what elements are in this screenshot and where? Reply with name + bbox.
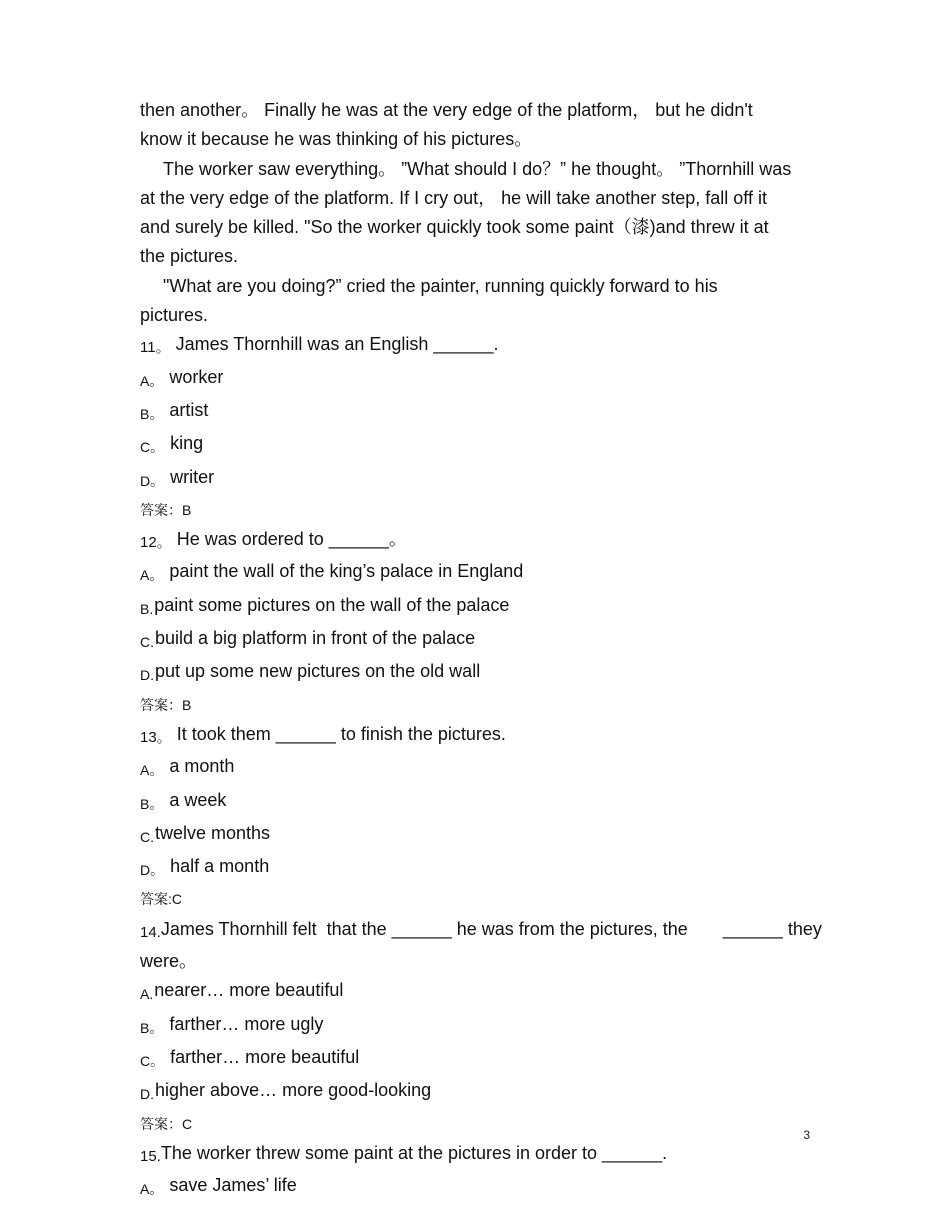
question-stem xyxy=(140,525,812,557)
option-letter: B。 xyxy=(140,405,164,422)
option-b xyxy=(140,591,812,624)
option-text: paint the wall of the king’s palace in England xyxy=(169,561,524,582)
question-12 xyxy=(140,525,812,720)
option-b xyxy=(140,786,812,819)
option-d xyxy=(140,657,812,690)
page-number: 3 xyxy=(803,1128,810,1142)
option-text: half a month xyxy=(170,856,270,877)
option-text: writer xyxy=(170,466,215,487)
question-stem xyxy=(140,720,812,752)
question-text: The worker threw some paint at the pictures in order to ______. xyxy=(160,1142,668,1163)
option-a xyxy=(140,976,812,1009)
question-text: It took them ______ to finish the pictures. xyxy=(176,723,506,744)
option-b xyxy=(140,1010,812,1043)
option-a xyxy=(140,557,812,590)
question-13 xyxy=(140,720,812,915)
question-number: 15. xyxy=(140,1147,161,1165)
option-text: farther… more beautiful xyxy=(170,1046,360,1067)
option-b xyxy=(140,396,812,429)
option-a xyxy=(140,1171,812,1204)
option-letter: B。 xyxy=(140,1019,164,1036)
passage-line: know it because he was thinking of his pictures。 xyxy=(140,129,533,150)
option-letter: A. xyxy=(140,986,154,1003)
option-letter: B. xyxy=(140,600,154,617)
question-stem xyxy=(140,330,812,362)
option-text: a week xyxy=(169,789,227,810)
option-text: worker xyxy=(169,366,224,387)
option-letter: D. xyxy=(140,667,154,684)
option-text: artist xyxy=(169,399,209,420)
option-text: king xyxy=(170,433,204,454)
option-a xyxy=(140,363,812,396)
option-text: higher above… more good-looking xyxy=(155,1080,432,1101)
answer-key: 答案:C xyxy=(140,891,182,908)
option-letter: A。 xyxy=(140,762,164,779)
option-letter: D。 xyxy=(140,472,165,489)
option-text: build a big platform in front of the palace xyxy=(155,628,476,649)
option-text: paint some pictures on the wall of the palace xyxy=(154,594,510,615)
question-number: 12。 xyxy=(140,534,172,552)
option-letter: A。 xyxy=(140,372,164,389)
question-number: 14. xyxy=(140,923,161,941)
option-d xyxy=(140,852,812,885)
option-text: twelve months xyxy=(155,822,271,843)
passage xyxy=(140,96,812,330)
page-content xyxy=(140,96,822,1204)
answer-key: 答案：B xyxy=(140,501,192,518)
option-text: farther… more ugly xyxy=(169,1013,324,1034)
question-text: James Thornhill felt that the ______ he was from the pictures, the ______ they xyxy=(160,918,822,939)
option-letter: C. xyxy=(140,828,154,845)
question-15 xyxy=(140,1139,812,1205)
option-letter: A。 xyxy=(140,567,164,584)
passage-line: then another。 Finally he was at the very edge of the platform， but he didn't xyxy=(140,100,753,120)
passage-line: and surely be killed. "So the worker quickly took some paint（漆)and threw it at xyxy=(140,217,769,238)
option-d xyxy=(140,463,812,496)
answer-key: 答案：B xyxy=(140,696,192,713)
option-c xyxy=(140,429,812,462)
question-number: 11。 xyxy=(140,339,171,357)
option-letter: A。 xyxy=(140,1181,164,1198)
question-stem xyxy=(140,915,822,947)
passage-line: "What are you doing?” cried the painter, running quickly forward to his xyxy=(163,275,718,296)
question-14 xyxy=(140,915,822,1139)
passage-line: at the very edge of the platform. If I cry out， he will take another step, fall off it xyxy=(140,187,767,208)
option-text: save James’ life xyxy=(169,1175,297,1196)
question-stem xyxy=(140,1139,812,1171)
passage-line: The worker saw everything。 ”What should I do？” he thought。 ”Thornhill was xyxy=(163,158,792,179)
option-text: nearer… more beautiful xyxy=(154,980,344,1001)
question-11 xyxy=(140,330,812,525)
option-letter: C. xyxy=(140,634,154,651)
question-number: 13。 xyxy=(140,728,172,746)
passage-line: pictures. xyxy=(140,305,209,326)
option-text: a month xyxy=(169,756,235,777)
question-text: James Thornhill was an English ______. xyxy=(175,334,499,355)
passage-line: the pictures. xyxy=(140,246,239,267)
option-letter: B。 xyxy=(140,795,164,812)
option-a xyxy=(140,752,812,785)
option-d xyxy=(140,1076,812,1109)
answer-key: 答案：C xyxy=(140,1115,193,1132)
option-c xyxy=(140,1043,812,1076)
option-c xyxy=(140,624,812,657)
option-c xyxy=(140,819,812,852)
option-text: put up some new pictures on the old wall xyxy=(155,661,481,682)
option-letter: D. xyxy=(140,1086,154,1103)
option-letter: C。 xyxy=(140,1052,165,1069)
option-letter: C。 xyxy=(140,439,165,456)
question-stem-continuation: were。 xyxy=(140,951,198,972)
option-letter: D。 xyxy=(140,862,165,879)
question-text: He was ordered to ______。 xyxy=(176,529,407,550)
